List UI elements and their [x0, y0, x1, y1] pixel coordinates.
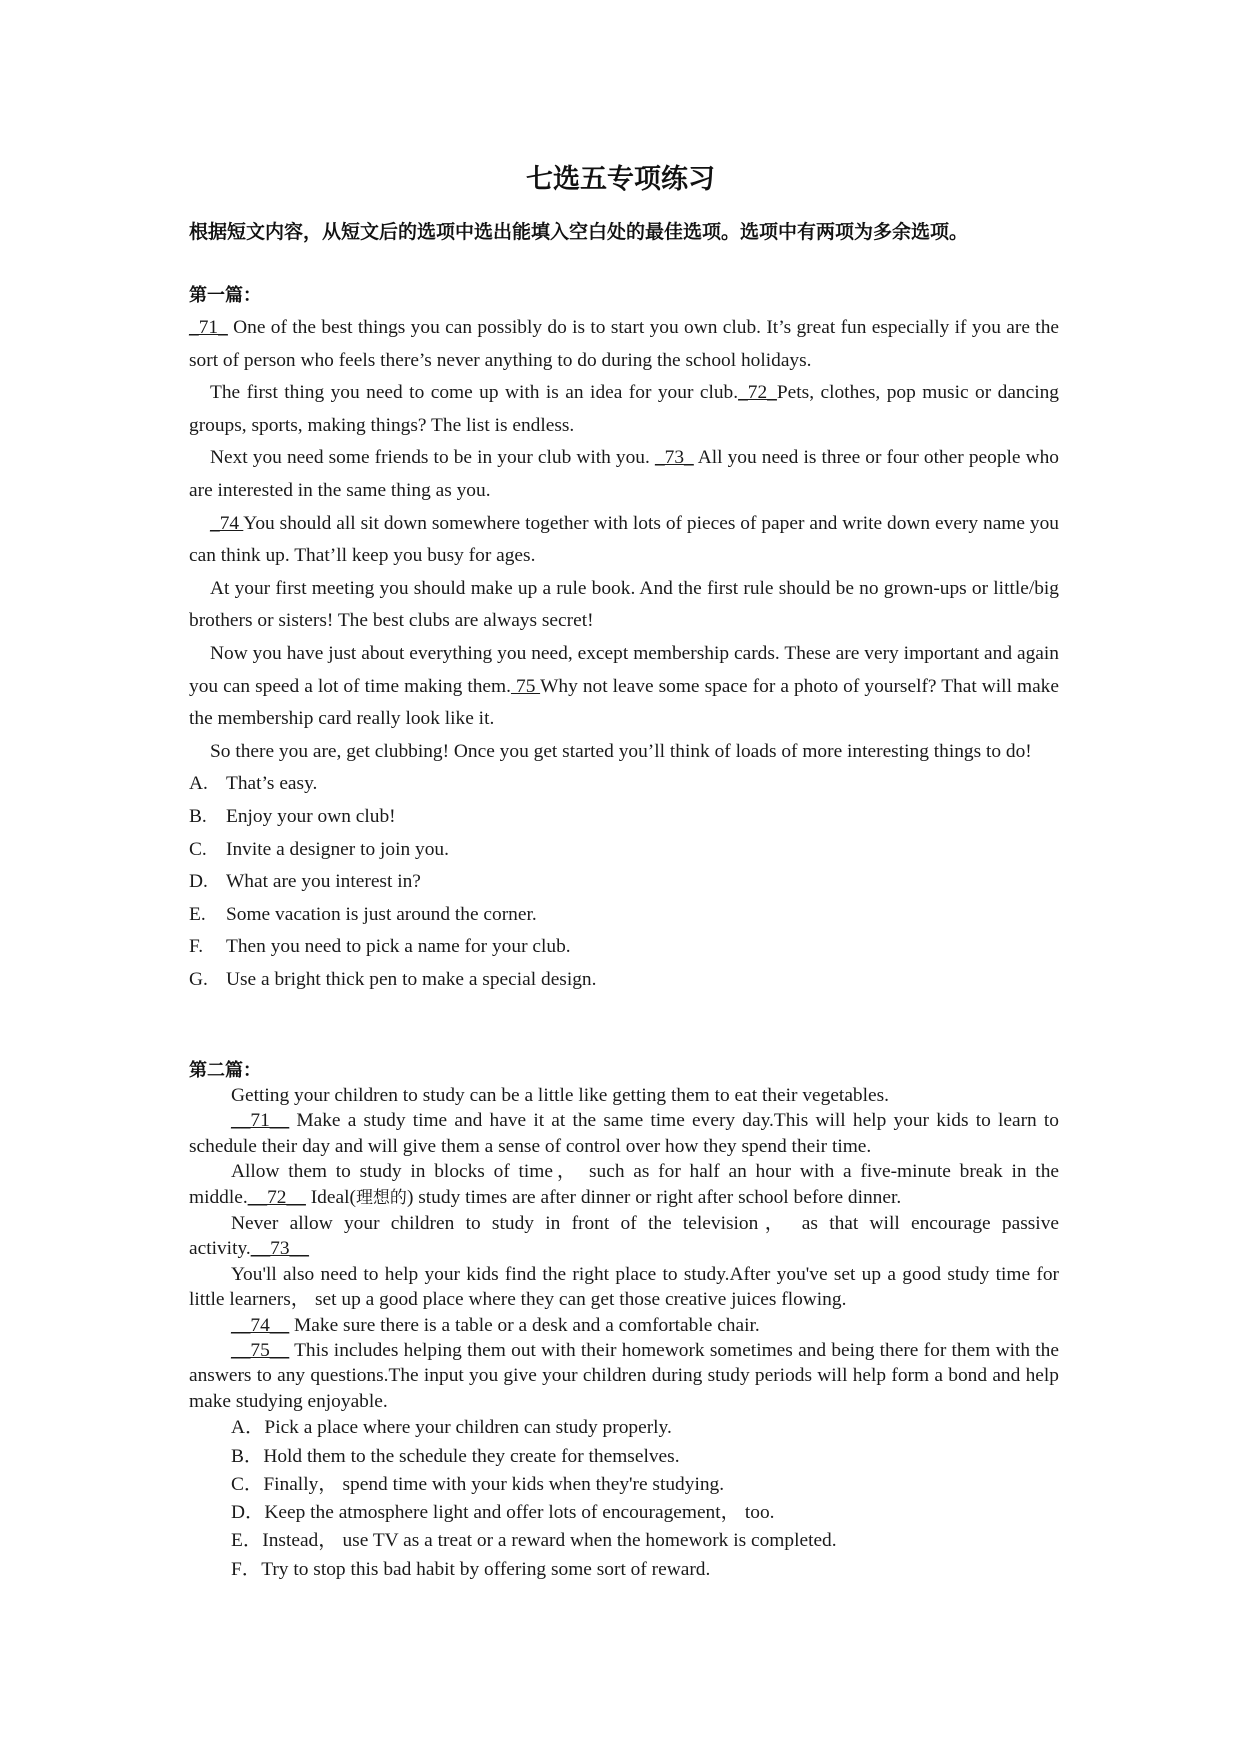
paragraph: __75__ This includes helping them out with their homework sometimes and being there for them with the answers to any questions.The input you give your children during study periods will help form a bond and help make studying enjoyable.: [189, 1340, 1059, 1412]
option-item: [189, 931, 1059, 964]
section1-passage: [189, 312, 1059, 996]
option-item: [189, 866, 1059, 899]
option-item: [189, 834, 1059, 867]
option-letter: B.: [189, 805, 207, 827]
option-letter: C.: [189, 838, 207, 860]
option-item: [189, 899, 1059, 932]
instructions: 根据短文内容，从短文后的选项中选出能填入空白处的最佳选项。选项中有两项为多余选项。: [189, 221, 969, 243]
section2-passage: [189, 1083, 1059, 1584]
blank-71: _71_: [189, 317, 228, 338]
option-letter: G.: [189, 968, 208, 990]
option-text: Enjoy your own club!: [226, 805, 396, 827]
option-item: [231, 1443, 1059, 1471]
option-letter: A．: [231, 1417, 265, 1439]
blank-74: __74__: [231, 1314, 290, 1336]
blank-75: __75__: [231, 1340, 290, 1362]
blank-75: 75: [510, 675, 541, 697]
blank-73: _73_: [654, 447, 694, 469]
option-text: Finally， spend time with your kids when they're studying.: [263, 1473, 725, 1495]
option-text: Invite a designer to join you.: [226, 838, 449, 860]
option-text: Hold them to the schedule they create for themselves.: [263, 1445, 680, 1467]
option-item: [189, 964, 1059, 997]
blank-72: __72__: [247, 1186, 306, 1208]
paragraph: __74__ Make sure there is a table or a desk and a comfortable chair.: [231, 1314, 760, 1336]
option-text: Some vacation is just around the corner.: [226, 903, 537, 925]
blank-74: _74: [210, 512, 244, 534]
option-letter: B．: [231, 1445, 264, 1467]
paragraph: You'll also need to help your kids find the right place to study.After you've set up a good study time for little learners， set up a good place where they can get those creative juices flowing.: [189, 1263, 1059, 1311]
option-letter: D．: [231, 1502, 265, 1524]
blank-72: _72_: [738, 382, 777, 404]
option-letter: F．: [231, 1558, 262, 1580]
paragraph: Now you have just about everything you need, except membership cards. These are very important and again you can speed a lot of time making them. 75 Why not leave some space for a photo of yourself? That will make the membership card really look like it.: [189, 642, 1059, 730]
option-item: [231, 1556, 1059, 1584]
option-text: Try to stop this bad habit by offering some sort of reward.: [261, 1558, 711, 1580]
paragraph: __71__ Make a study time and have it at the same time every day.This will help your kids to learn to schedule their day and will give them a sense of control over how they spend their time.: [189, 1110, 1059, 1157]
option-letter: C．: [231, 1473, 264, 1495]
page-title: 七选五专项练习: [526, 164, 715, 195]
option-text: Pick a place where your children can study properly.: [264, 1417, 672, 1439]
option-text: What are you interest in?: [226, 871, 421, 893]
option-text: That’s easy.: [226, 773, 318, 795]
blank-73: __73__: [250, 1238, 309, 1260]
section1-options: [189, 768, 1059, 996]
option-text: Instead， use TV as a treat or a reward when the homework is completed.: [262, 1530, 837, 1552]
section1-heading: 第一篇：: [189, 285, 261, 306]
paragraph: _71_ One of the best things you can possibly do is to start you own club. It’s great fun especially if you are the sort of person who feels there’s never anything to do during the school holidays.: [189, 317, 1059, 371]
section2-heading: 第二篇：: [189, 1060, 261, 1081]
option-letter: F.: [189, 936, 204, 958]
option-item: [189, 801, 1059, 834]
option-item: [231, 1471, 1059, 1499]
paragraph: Never allow your children to study in front of the television， as that will encourage passive activity.__73__: [189, 1213, 1059, 1260]
paragraph: Next you need some friends to be in your club with you. _73_ All you need is three or four other people who are interested in the same thing as you.: [189, 447, 1059, 501]
paragraph: So there you are, get clubbing! Once you get started you’ll think of loads of more interesting things to do!: [210, 740, 1032, 762]
option-letter: E．: [231, 1530, 263, 1552]
option-text: Use a bright thick pen to make a special design.: [226, 968, 597, 990]
option-item: [231, 1499, 1059, 1527]
blank-71: __71__: [231, 1110, 290, 1132]
chinese-gloss: 理想的: [355, 1187, 407, 1208]
option-text: Keep the atmosphere light and offer lots of encouragement， too.: [264, 1502, 775, 1524]
section2-options: [189, 1414, 1059, 1584]
option-item: [231, 1414, 1059, 1442]
paragraph: Getting your children to study can be a little like getting them to eat their vegetables.: [231, 1085, 890, 1106]
option-letter: A.: [189, 773, 208, 795]
paragraph: Allow them to study in blocks of time， such as for half an hour with a five-minute break in the middle.__72__ Ideal(理想的) study times are after dinner or right after school before dinner.: [189, 1161, 1059, 1208]
option-letter: D.: [189, 871, 208, 893]
paragraph: The first thing you need to come up with is an idea for your club._72_Pets, clothes, pop music or dancing groups, sports, making things? The list is endless.: [189, 382, 1060, 436]
option-letter: E.: [189, 903, 206, 925]
option-item: [189, 768, 1059, 801]
option-text: Then you need to pick a name for your club.: [226, 936, 571, 958]
option-item: [231, 1527, 1059, 1555]
paragraph: _74 You should all sit down somewhere together with lots of pieces of paper and write down every name you can think up. That’ll keep you busy for ages.: [189, 512, 1059, 567]
paragraph: At your first meeting you should make up a rule book. And the first rule should be no grown-ups or little/big brothers or sisters! The best clubs are always secret!: [189, 577, 1059, 632]
